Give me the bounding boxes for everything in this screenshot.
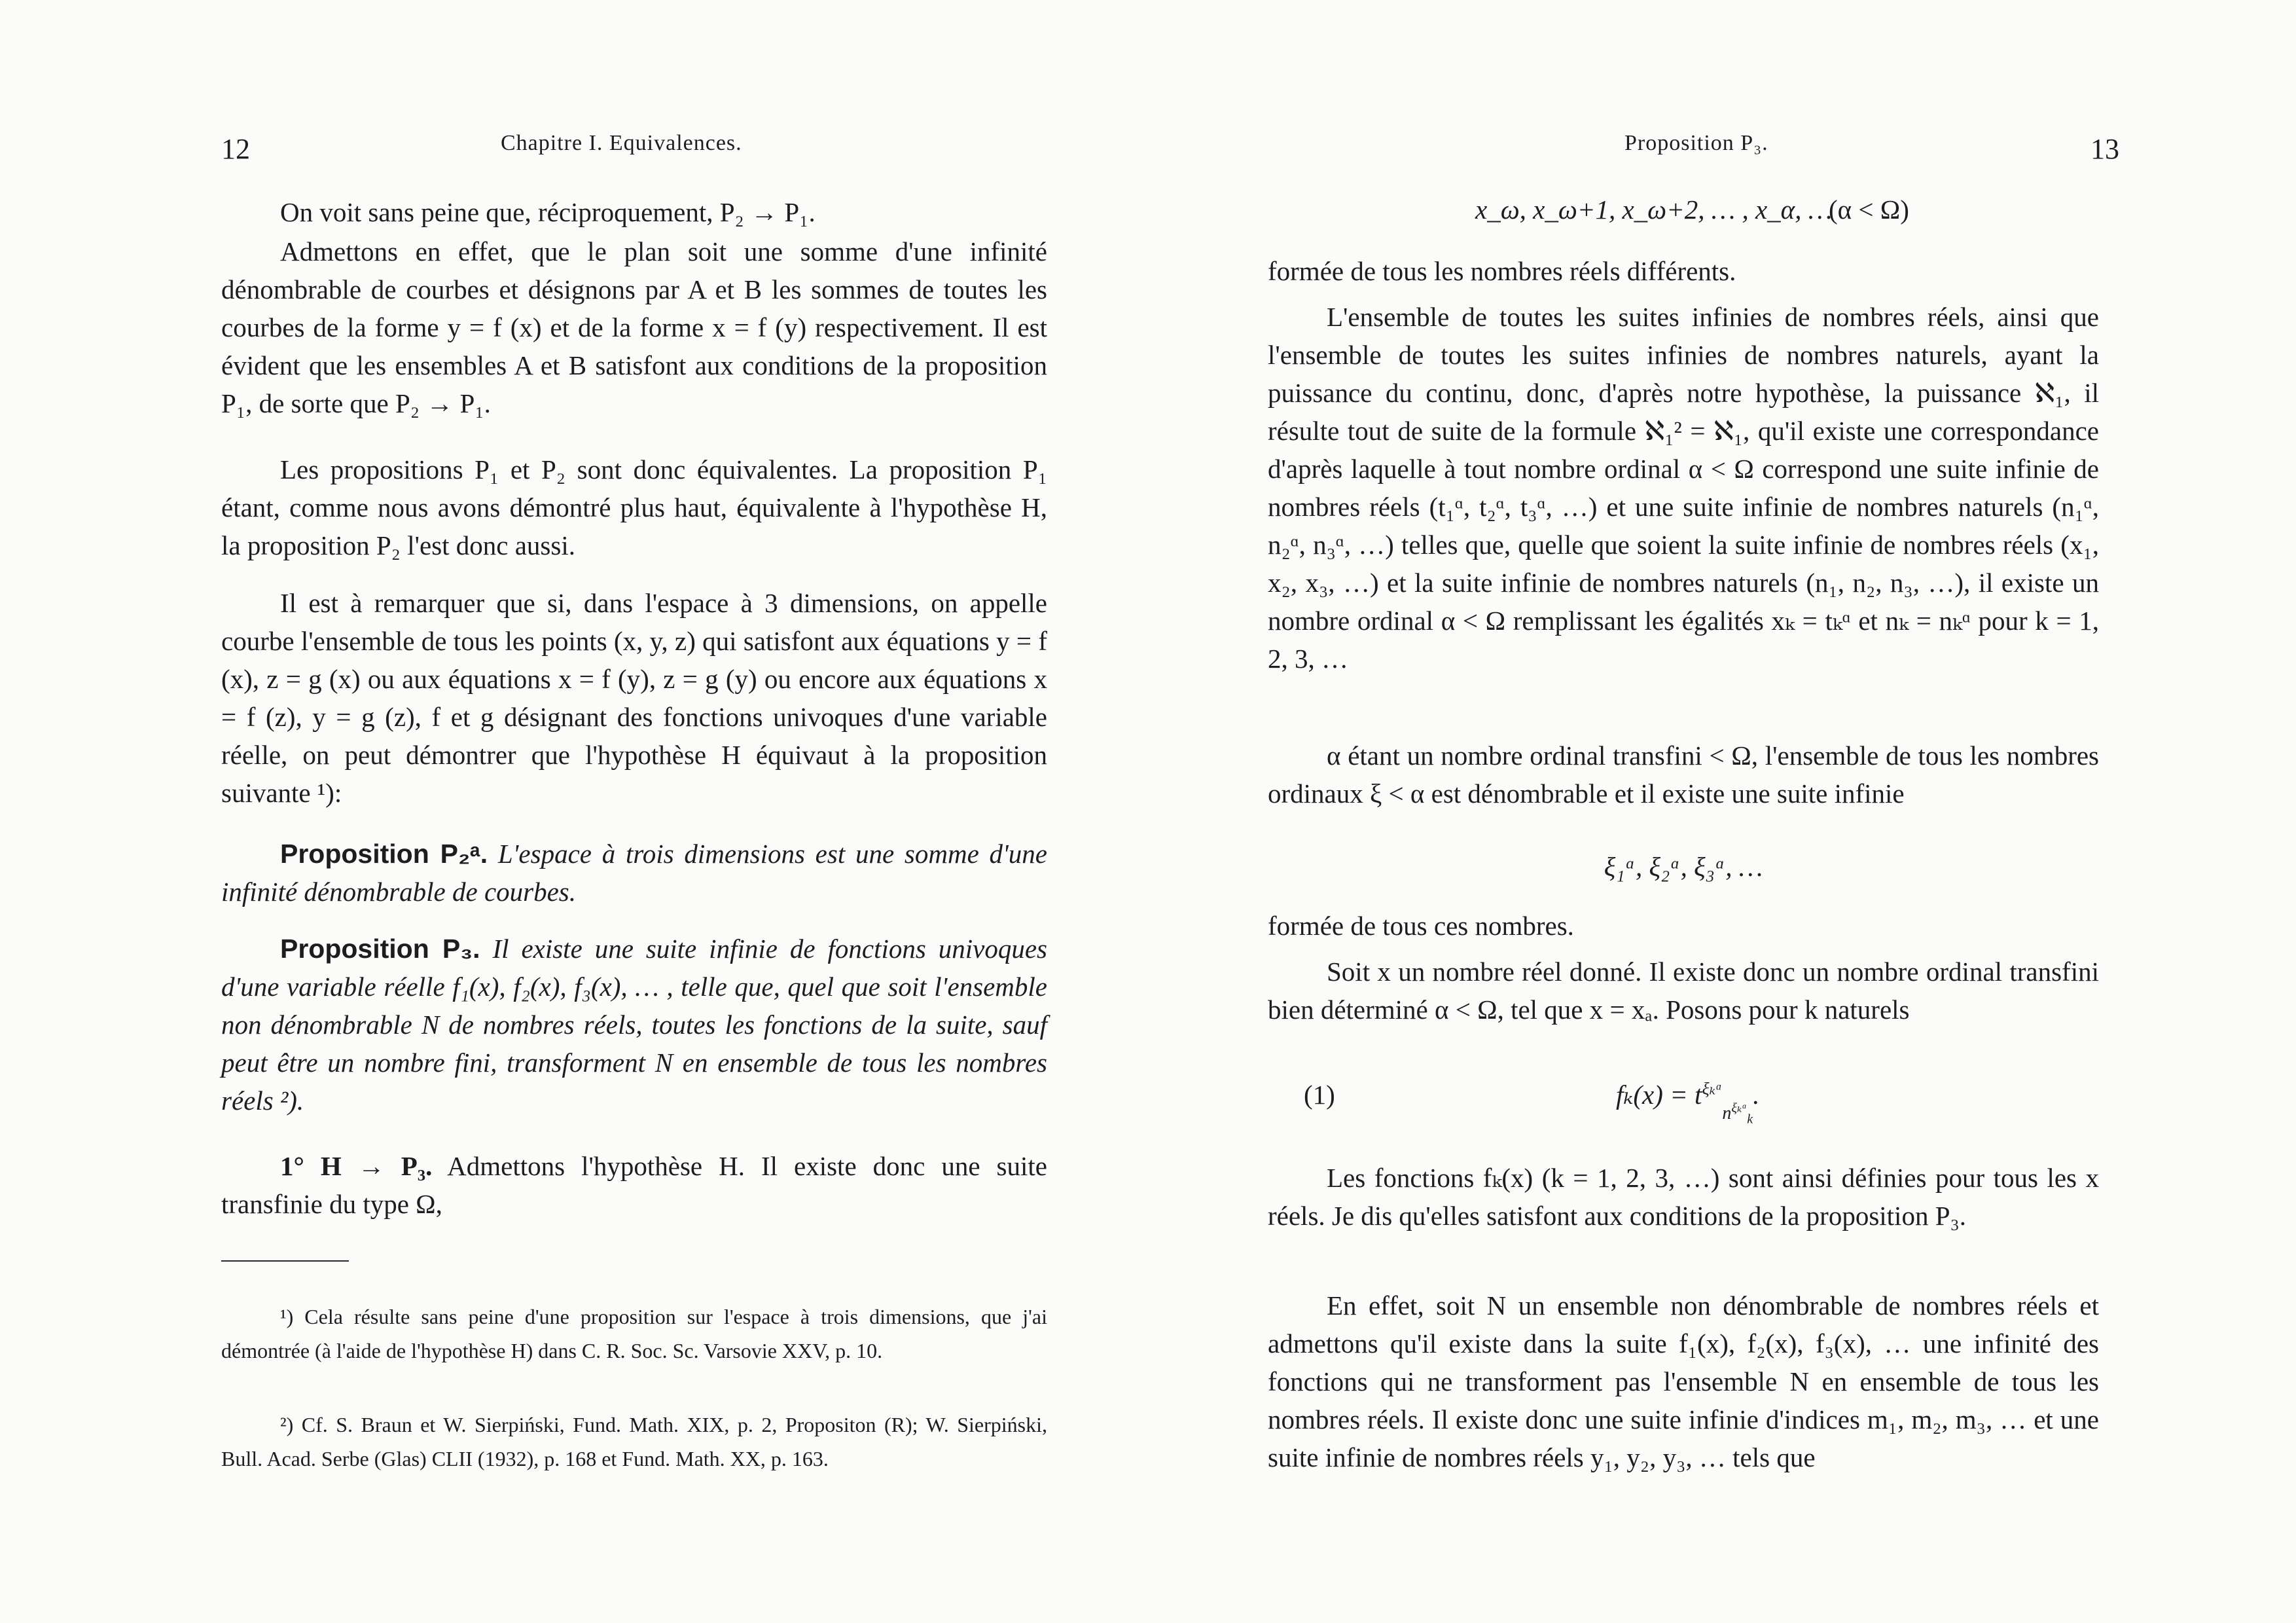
step-label: 1° H → P₃. bbox=[280, 1151, 433, 1181]
proposition-p3-text: Il existe une suite infinie de fonctions univoques d'une variable réelle f₁(x), f₂(x), f₃(x), … , telle que, quel que soit l'ensemble non dénombrable N de nombres réels, toutes les fonctions de la suite, sauf peut être un nombre fini, transforment N en ensemble de tous les nombres réels ²). bbox=[221, 934, 1047, 1116]
paragraph-real-number: Soit x un nombre réel donné. Il existe donc un nombre ordinal transfini bien déterminé α < Ω, tel que x = xₐ. Posons pour k naturels bbox=[1268, 957, 2099, 1025]
running-head-right: Proposition P₃. bbox=[1624, 131, 1768, 155]
footnote-2: ²) Cf. S. Braun et W. Sierpiński, Fund. Math. XIX, p. 2, Propositon (R); W. Sierpiński, Bull. Acad. Serbe (Glas) CLII (1932), p. 168 et Fund. Math. XX, p. 163. bbox=[221, 1413, 1047, 1470]
equation-1-exponent: ξₖᵅ bbox=[1702, 1079, 1723, 1099]
proposition-p3-label: Proposition P₃. bbox=[280, 934, 480, 964]
paragraph-en-effet: En effet, soit N un ensemble non dénombrable de nombres réels et admettons qu'il existe dans la suite f₁(x), f₂(x), f₃(x), … une infinité des fonctions qui ne transforment pas l'ensemble N en ensemble de tous les nombres réels. Il existe donc une suite infinie d'indices m₁, m₂, m₃, … et une suite infinie de nombres réels y₁, y₂, y₃, … tels que bbox=[1268, 1290, 2099, 1472]
footnote-rule bbox=[221, 1260, 349, 1262]
line-after-sequence: formée de tous les nombres réels différents. bbox=[1268, 256, 1736, 286]
equation-1: $f_k(x) = t^{\xi_kᵅ}_{n^{\xi_kᵅ}_k}$. bbox=[1616, 1079, 1760, 1127]
paragraph-functions-defined: Les fonctions fₖ(x) (k = 1, 2, 3, …) sont ainsi définies pour tous les x réels. Je dis qu'elles satisfont aux conditions de la proposition P₃. bbox=[1268, 1163, 2099, 1231]
page-number-left: 12 bbox=[221, 133, 250, 165]
proposition-p2a bbox=[221, 835, 1047, 911]
equation-1-sub-sub: k bbox=[1747, 1112, 1753, 1127]
paragraph-reciprocal: On voit sans peine que, réciproquement, P₂ → P₁. bbox=[280, 197, 816, 227]
equation-1-base: t bbox=[1695, 1080, 1702, 1110]
sequence-formula: x_ω, x_ω+1, x_ω+2, … , x_α, … bbox=[1475, 194, 1833, 225]
equation-1-lhs: fₖ(x) = bbox=[1616, 1080, 1695, 1110]
page-number-right: 13 bbox=[2090, 133, 2119, 165]
paragraph-plan-sum: Admettons en effet, que le plan soit une somme d'une infinité dénombrable de courbes et désignons par A et B les sommes de toutes les courbes de la forme y = f (x) et de la forme x = f (y) respectivement. Il est évident que les ensembles A et B satisfont aux conditions de la proposition P₁, de sorte que P₂ → P₁. bbox=[221, 236, 1047, 418]
paragraph-equivalence: Les propositions P₁ et P₂ sont donc équivalentes. La proposition P₁ étant, comme nous avons démontré plus haut, équivalente à l'hypothèse H, la proposition P₂ l'est donc aussi. bbox=[221, 454, 1047, 560]
xi-formula: ξ₁ᵅ, ξ₂ᵅ, ξ₃ᵅ, … bbox=[1604, 852, 1763, 882]
paragraph-three-dimensions: Il est à remarquer que si, dans l'espace à 3 dimensions, on appelle courbe l'ensemble de tous les points (x, y, z) qui satisfont aux équations y = f (x), z = g (x) ou aux équations x = f (y), z = g (y) ou encore aux équations x = f (z), y = g (z), f et g désignant des fonctions univoques d'une variable réelle, on peut démontrer que l'hypothèse H équivaut à la proposition suivante ¹): bbox=[221, 588, 1047, 808]
footnote-1: ¹) Cela résulte sans peine d'une proposition sur l'espace à trois dimensions, que j'ai démontrée (à l'aide de l'hypothèse H) dans C. R. Soc. Sc. Varsovie XXV, p. 10. bbox=[221, 1305, 1047, 1362]
proposition-p2a-text: L'espace à trois dimensions est une somme d'une infinité dénombrable de courbes. bbox=[221, 839, 1048, 907]
line-after-xi: formée de tous ces nombres. bbox=[1268, 911, 1574, 941]
equation-1-sub: n bbox=[1722, 1103, 1732, 1124]
right-page bbox=[1148, 0, 2296, 1623]
equation-1-sub-sup: ξₖᵅ bbox=[1731, 1101, 1748, 1116]
step-h-implies-p3 bbox=[221, 1147, 1047, 1223]
proposition-p3 bbox=[221, 930, 1047, 1120]
proposition-p2a-label: Proposition P₂ᵃ. bbox=[280, 839, 488, 869]
step-text: Admettons l'hypothèse H. Il existe donc une suite transfinie du type Ω, bbox=[221, 1151, 1047, 1219]
sequence-condition: (α < Ω) bbox=[1829, 194, 1909, 225]
paragraph-continuum: L'ensemble de toutes les suites infinies de nombres réels, ainsi que l'ensemble de toutes les suites infinies de nombres naturels, ayant la puissance du continu, donc, d'après notre hypothèse, la puissance ℵ₁, il résulte tout de suite de la formule ℵ₁² = ℵ₁, qu'il existe une correspondance d'après laquelle à tout nombre ordinal α < Ω correspond une suite infinie de nombres réels (t₁ᵅ, t₂ᵅ, t₃ᵅ, …) et une suite infinie de nombres naturels (n₁ᵅ, n₂ᵅ, n₃ᵅ, …) telles que, quelle que soient la suite infinie de nombres réels (x₁, x₂, x₃, …) et la suite infinie de nombres naturels (n₁, n₂, n₃, …), il existe un nombre ordinal α < Ω remplissant les égalités xₖ = tₖᵅ et nₖ = nₖᵅ pour k = 1, 2, 3, … bbox=[1268, 302, 2099, 674]
running-head-left: Chapitre I. Equivalences. bbox=[501, 131, 742, 155]
paragraph-ordinal: α étant un nombre ordinal transfini < Ω, l'ensemble de tous les nombres ordinaux ξ < α est dénombrable et il existe une suite infinie bbox=[1268, 740, 2099, 809]
equation-1-label: (1) bbox=[1304, 1080, 1335, 1110]
